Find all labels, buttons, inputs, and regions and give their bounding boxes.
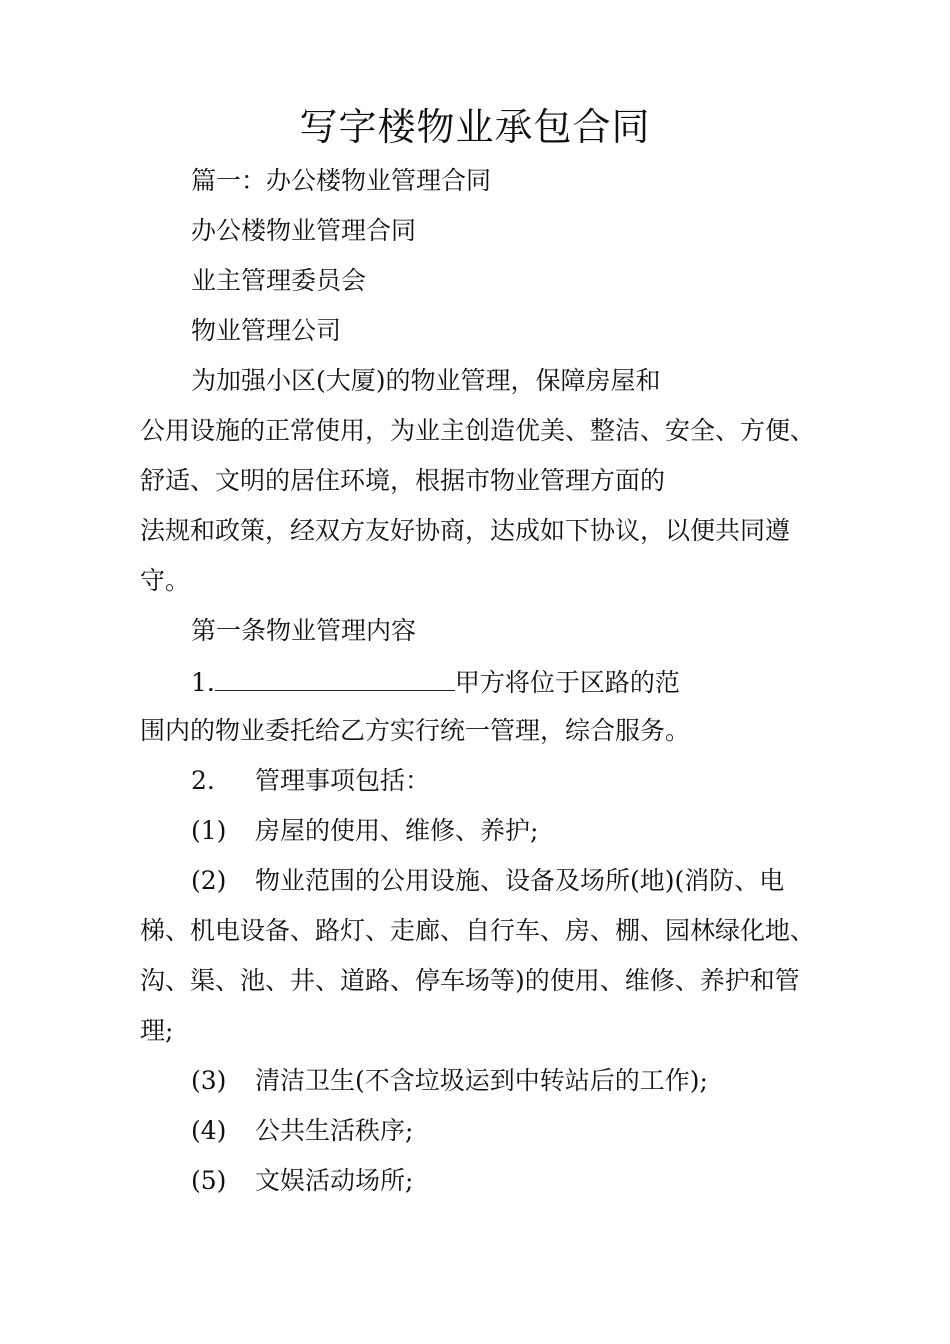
- preamble-line: 守。: [140, 566, 191, 595]
- item-text: 管理事项包括：: [255, 766, 431, 795]
- subitem-1: [191, 814, 538, 848]
- item-text: 甲方将位于区路的范: [454, 668, 680, 697]
- subitem-5: [191, 1164, 413, 1198]
- subitem-2-continuation: 理;: [140, 1016, 174, 1045]
- subitem-2-continuation: 梯、机电设备、路灯、走廊、自行车、房、棚、园林绿化地、: [140, 916, 816, 945]
- preamble-line: 公用设施的正常使用，为业主创造优美、整洁、安全、方便、: [140, 416, 816, 445]
- item-1: [191, 664, 680, 700]
- document-title: 写字楼物业承包合同: [299, 105, 651, 149]
- subitem-4: [191, 1114, 413, 1148]
- item-1-continuation: 围内的物业委托给乙方实行统一管理，综合服务。: [140, 716, 691, 745]
- subitem-text: 物业范围的公用设施、设备及场所(地)(消防、电: [255, 866, 785, 895]
- section-heading: 篇一：办公楼物业管理合同: [191, 166, 492, 195]
- blank-fill-line: [215, 664, 455, 691]
- preamble-line: 法规和政策，经双方友好协商，达成如下协议，以便共同遵: [140, 516, 791, 545]
- subitem-2-continuation: 沟、渠、池、井、道路、停车场等)的使用、维修、养护和管: [140, 966, 800, 995]
- subitem-number: (1): [191, 816, 227, 845]
- subitem-text: 房屋的使用、维修、养护;: [255, 816, 539, 845]
- subitem-number: (5): [191, 1166, 227, 1195]
- subitem-3: [191, 1064, 708, 1098]
- preamble-line: 为加强小区(大厦)的物业管理，保障房屋和: [191, 366, 661, 395]
- item-number: 2.: [191, 766, 215, 795]
- item-2: [191, 764, 430, 798]
- article-heading: 第一条物业管理内容: [191, 616, 417, 645]
- subitem-text: 公共生活秩序;: [255, 1116, 414, 1145]
- subitem-number: (4): [191, 1116, 227, 1145]
- party-a: 业主管理委员会: [191, 266, 367, 295]
- subitem-number: (3): [191, 1066, 227, 1095]
- contract-name: 办公楼物业管理合同: [191, 216, 417, 245]
- subitem-text: 清洁卫生(不含垃圾运到中转站后的工作);: [255, 1066, 708, 1095]
- preamble-line: 舒适、文明的居住环境，根据市物业管理方面的: [140, 466, 666, 495]
- subitem-number: (2): [191, 866, 227, 895]
- party-b: 物业管理公司: [191, 316, 342, 345]
- subitem-2: [191, 864, 784, 898]
- subitem-text: 文娱活动场所;: [255, 1166, 414, 1195]
- item-number: 1.: [191, 668, 215, 697]
